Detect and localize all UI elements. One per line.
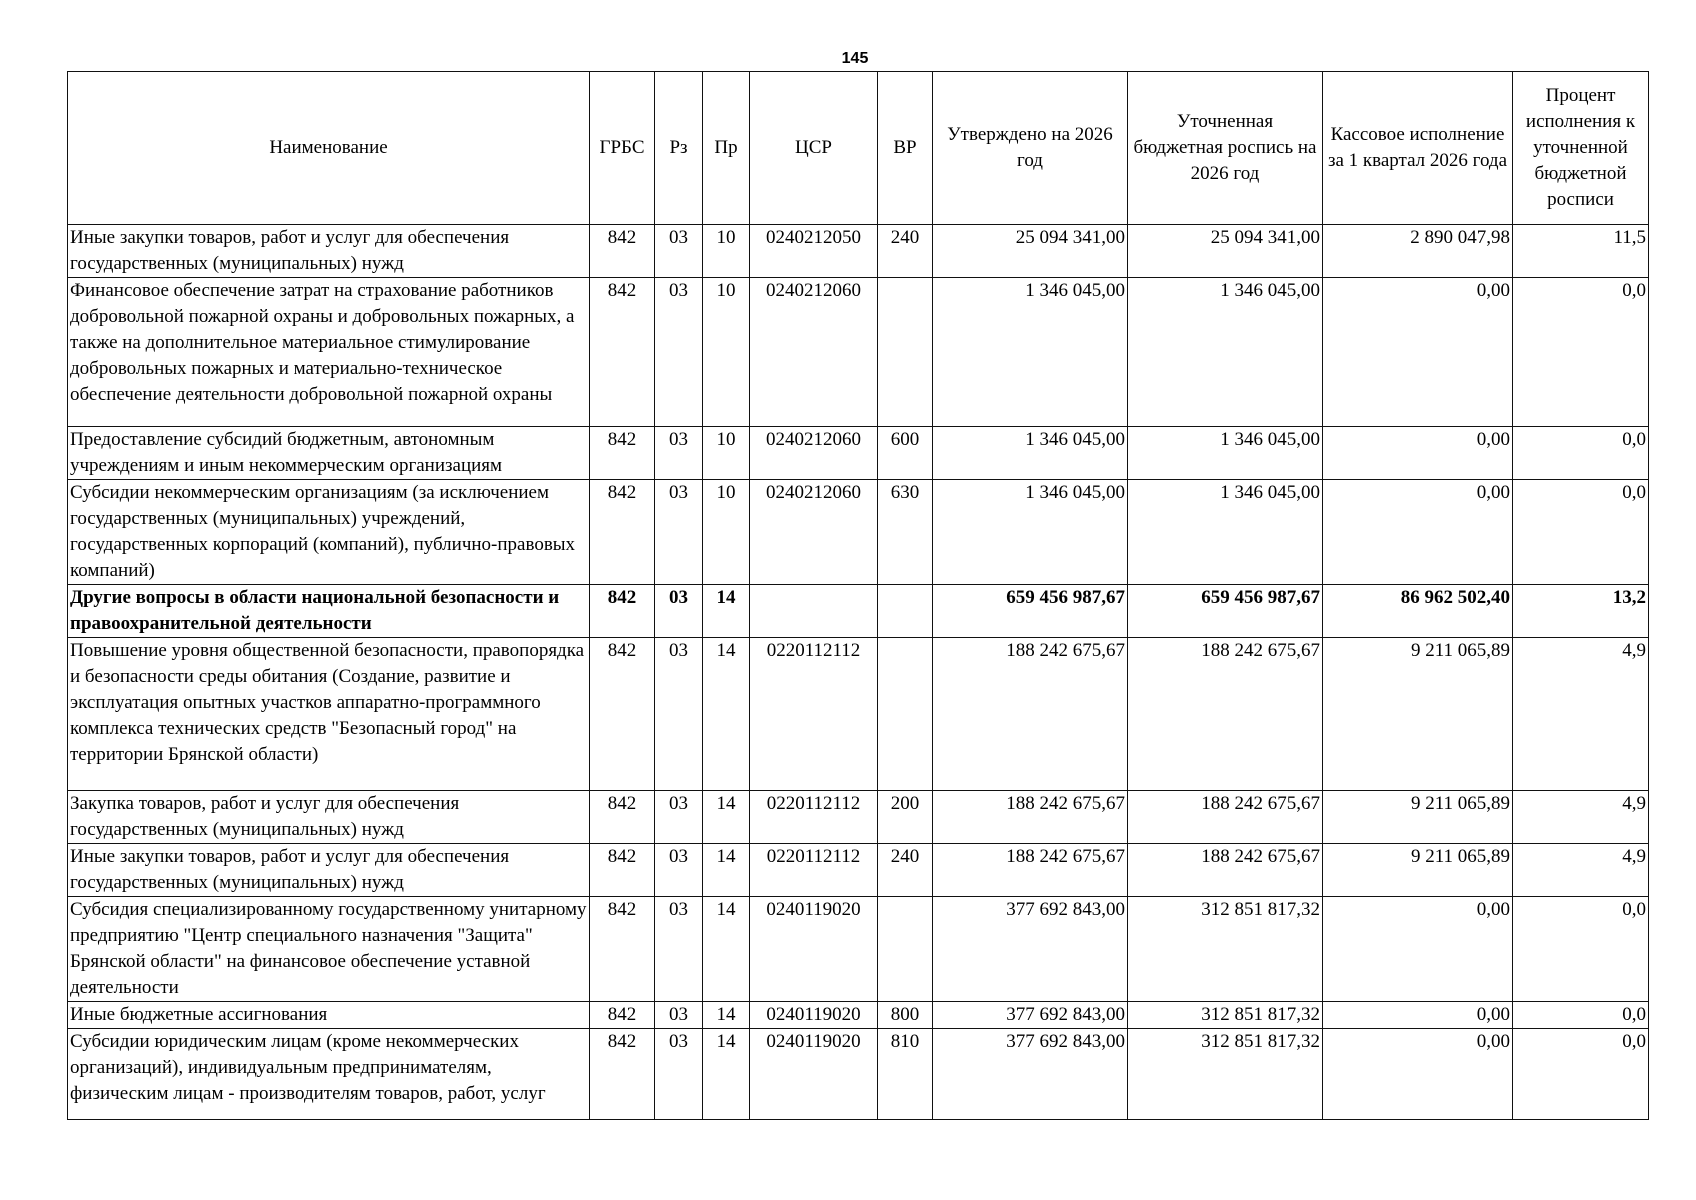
cell-rz: 03 bbox=[655, 480, 703, 585]
cell-pr: 10 bbox=[703, 427, 750, 480]
cell-rz: 03 bbox=[655, 1002, 703, 1029]
table-row bbox=[68, 278, 1649, 427]
cell-rz: 03 bbox=[655, 585, 703, 638]
cell-csr: 0240119020 bbox=[750, 1002, 878, 1029]
cell-vr bbox=[878, 638, 933, 791]
budget-execution-table bbox=[67, 71, 1649, 1120]
cell-name: Субсидии некоммерческим организациям (за исключением государственных (муниципальных) учреждений, государственных корпораций (компаний), публично-правовых компаний) bbox=[68, 480, 590, 585]
cell-grbs: 842 bbox=[590, 791, 655, 844]
cell-csr: 0240212050 bbox=[750, 225, 878, 278]
table-row bbox=[68, 1002, 1649, 1029]
cell-grbs: 842 bbox=[590, 1002, 655, 1029]
cell-name: Иные бюджетные ассигнования bbox=[68, 1002, 590, 1029]
cell-rz: 03 bbox=[655, 278, 703, 427]
cell-grbs: 842 bbox=[590, 844, 655, 897]
table-row bbox=[68, 791, 1649, 844]
header-percent: Процент исполнения к уточненной бюджетной росписи bbox=[1513, 72, 1649, 225]
cell-csr: 0240119020 bbox=[750, 897, 878, 1002]
cell-percent: 4,9 bbox=[1513, 638, 1649, 791]
cell-vr: 810 bbox=[878, 1029, 933, 1120]
cell-vr: 240 bbox=[878, 844, 933, 897]
table-row bbox=[68, 897, 1649, 1002]
table-row bbox=[68, 225, 1649, 278]
cell-rz: 03 bbox=[655, 638, 703, 791]
cell-percent: 0,0 bbox=[1513, 1002, 1649, 1029]
cell-vr bbox=[878, 278, 933, 427]
cell-percent: 0,0 bbox=[1513, 480, 1649, 585]
cell-approved: 377 692 843,00 bbox=[933, 1029, 1128, 1120]
cell-cash: 0,00 bbox=[1323, 278, 1513, 427]
cell-percent: 4,9 bbox=[1513, 844, 1649, 897]
header-cash: Кассовое исполнение за 1 квартал 2026 года bbox=[1323, 72, 1513, 225]
cell-cash: 2 890 047,98 bbox=[1323, 225, 1513, 278]
cell-rz: 03 bbox=[655, 844, 703, 897]
cell-pr: 10 bbox=[703, 480, 750, 585]
cell-refined: 659 456 987,67 bbox=[1128, 585, 1323, 638]
cell-grbs: 842 bbox=[590, 638, 655, 791]
cell-pr: 14 bbox=[703, 638, 750, 791]
cell-pr: 14 bbox=[703, 791, 750, 844]
cell-percent: 4,9 bbox=[1513, 791, 1649, 844]
cell-rz: 03 bbox=[655, 427, 703, 480]
cell-approved: 188 242 675,67 bbox=[933, 638, 1128, 791]
cell-vr: 800 bbox=[878, 1002, 933, 1029]
header-csr: ЦСР bbox=[750, 72, 878, 225]
header-rz: Рз bbox=[655, 72, 703, 225]
cell-pr: 14 bbox=[703, 844, 750, 897]
cell-cash: 86 962 502,40 bbox=[1323, 585, 1513, 638]
cell-name: Другие вопросы в области национальной безопасности и правоохранительной деятельности bbox=[68, 585, 590, 638]
cell-grbs: 842 bbox=[590, 480, 655, 585]
cell-approved: 659 456 987,67 bbox=[933, 585, 1128, 638]
cell-cash: 0,00 bbox=[1323, 1002, 1513, 1029]
cell-percent: 13,2 bbox=[1513, 585, 1649, 638]
cell-pr: 14 bbox=[703, 585, 750, 638]
cell-vr bbox=[878, 585, 933, 638]
cell-percent: 0,0 bbox=[1513, 278, 1649, 427]
cell-name: Предоставление субсидий бюджетным, автономным учреждениям и иным некоммерческим организациям bbox=[68, 427, 590, 480]
cell-name: Субсидии юридическим лицам (кроме некоммерческих организаций), индивидуальным предпринимателям, физическим лицам - производителям товаров, работ, услуг bbox=[68, 1029, 590, 1120]
cell-csr bbox=[750, 585, 878, 638]
cell-refined: 312 851 817,32 bbox=[1128, 1002, 1323, 1029]
cell-csr: 0220112112 bbox=[750, 791, 878, 844]
cell-csr: 0220112112 bbox=[750, 844, 878, 897]
cell-cash: 0,00 bbox=[1323, 427, 1513, 480]
cell-vr: 630 bbox=[878, 480, 933, 585]
cell-pr: 10 bbox=[703, 225, 750, 278]
cell-approved: 377 692 843,00 bbox=[933, 1002, 1128, 1029]
header-row bbox=[68, 72, 1649, 225]
table-row bbox=[68, 585, 1649, 638]
cell-rz: 03 bbox=[655, 1029, 703, 1120]
table-row bbox=[68, 638, 1649, 791]
cell-rz: 03 bbox=[655, 897, 703, 1002]
cell-pr: 10 bbox=[703, 278, 750, 427]
cell-grbs: 842 bbox=[590, 427, 655, 480]
cell-rz: 03 bbox=[655, 225, 703, 278]
cell-csr: 0240212060 bbox=[750, 427, 878, 480]
cell-approved: 1 346 045,00 bbox=[933, 480, 1128, 585]
cell-refined: 312 851 817,32 bbox=[1128, 1029, 1323, 1120]
header-approved: Утверждено на 2026 год bbox=[933, 72, 1128, 225]
cell-vr: 240 bbox=[878, 225, 933, 278]
cell-cash: 9 211 065,89 bbox=[1323, 844, 1513, 897]
cell-csr: 0240119020 bbox=[750, 1029, 878, 1120]
cell-approved: 25 094 341,00 bbox=[933, 225, 1128, 278]
cell-cash: 0,00 bbox=[1323, 897, 1513, 1002]
cell-cash: 9 211 065,89 bbox=[1323, 638, 1513, 791]
cell-cash: 9 211 065,89 bbox=[1323, 791, 1513, 844]
cell-refined: 188 242 675,67 bbox=[1128, 638, 1323, 791]
header-refined: Уточненная бюджетная роспись на 2026 год bbox=[1128, 72, 1323, 225]
cell-refined: 1 346 045,00 bbox=[1128, 427, 1323, 480]
table-row bbox=[68, 480, 1649, 585]
cell-refined: 1 346 045,00 bbox=[1128, 278, 1323, 427]
table-body bbox=[68, 225, 1649, 1120]
cell-cash: 0,00 bbox=[1323, 480, 1513, 585]
cell-approved: 1 346 045,00 bbox=[933, 278, 1128, 427]
cell-cash: 0,00 bbox=[1323, 1029, 1513, 1120]
cell-percent: 0,0 bbox=[1513, 1029, 1649, 1120]
header-name: Наименование bbox=[68, 72, 590, 225]
cell-approved: 1 346 045,00 bbox=[933, 427, 1128, 480]
cell-grbs: 842 bbox=[590, 1029, 655, 1120]
cell-vr: 600 bbox=[878, 427, 933, 480]
cell-refined: 1 346 045,00 bbox=[1128, 480, 1323, 585]
header-grbs: ГРБС bbox=[590, 72, 655, 225]
cell-name: Финансовое обеспечение затрат на страхование работников добровольной пожарной охраны и добровольных пожарных, а также на дополнительное материальное стимулирование добровольных пожарных и материально-техническое обеспечение деятельности добровольной пожарной охраны bbox=[68, 278, 590, 427]
cell-vr bbox=[878, 897, 933, 1002]
cell-name: Закупка товаров, работ и услуг для обеспечения государственных (муниципальных) нужд bbox=[68, 791, 590, 844]
cell-refined: 25 094 341,00 bbox=[1128, 225, 1323, 278]
page-number: 145 bbox=[841, 50, 869, 67]
header-vr: ВР bbox=[878, 72, 933, 225]
cell-percent: 0,0 bbox=[1513, 897, 1649, 1002]
cell-grbs: 842 bbox=[590, 225, 655, 278]
cell-grbs: 842 bbox=[590, 585, 655, 638]
cell-refined: 188 242 675,67 bbox=[1128, 844, 1323, 897]
cell-grbs: 842 bbox=[590, 278, 655, 427]
cell-csr: 0240212060 bbox=[750, 480, 878, 585]
cell-pr: 14 bbox=[703, 1029, 750, 1120]
cell-approved: 377 692 843,00 bbox=[933, 897, 1128, 1002]
cell-name: Иные закупки товаров, работ и услуг для обеспечения государственных (муниципальных) нужд bbox=[68, 225, 590, 278]
cell-approved: 188 242 675,67 bbox=[933, 844, 1128, 897]
header-pr: Пр bbox=[703, 72, 750, 225]
cell-pr: 14 bbox=[703, 1002, 750, 1029]
cell-refined: 312 851 817,32 bbox=[1128, 897, 1323, 1002]
cell-grbs: 842 bbox=[590, 897, 655, 1002]
cell-refined: 188 242 675,67 bbox=[1128, 791, 1323, 844]
cell-name: Субсидия специализированному государственному унитарному предприятию "Центр специального назначения "Защита" Брянской области" на финансовое обеспечение уставной деятельности bbox=[68, 897, 590, 1002]
cell-pr: 14 bbox=[703, 897, 750, 1002]
cell-percent: 0,0 bbox=[1513, 427, 1649, 480]
cell-approved: 188 242 675,67 bbox=[933, 791, 1128, 844]
table-row bbox=[68, 427, 1649, 480]
cell-csr: 0240212060 bbox=[750, 278, 878, 427]
cell-vr: 200 bbox=[878, 791, 933, 844]
cell-name: Повышение уровня общественной безопасности, правопорядка и безопасности среды обитания (Создание, развитие и эксплуатация опытных участков аппаратно-программного комплекса технических средств "Безопасный город" на территории Брянской области) bbox=[68, 638, 590, 791]
table-row bbox=[68, 844, 1649, 897]
cell-csr: 0220112112 bbox=[750, 638, 878, 791]
cell-percent: 11,5 bbox=[1513, 225, 1649, 278]
table-row bbox=[68, 1029, 1649, 1120]
cell-rz: 03 bbox=[655, 791, 703, 844]
cell-name: Иные закупки товаров, работ и услуг для обеспечения государственных (муниципальных) нужд bbox=[68, 844, 590, 897]
